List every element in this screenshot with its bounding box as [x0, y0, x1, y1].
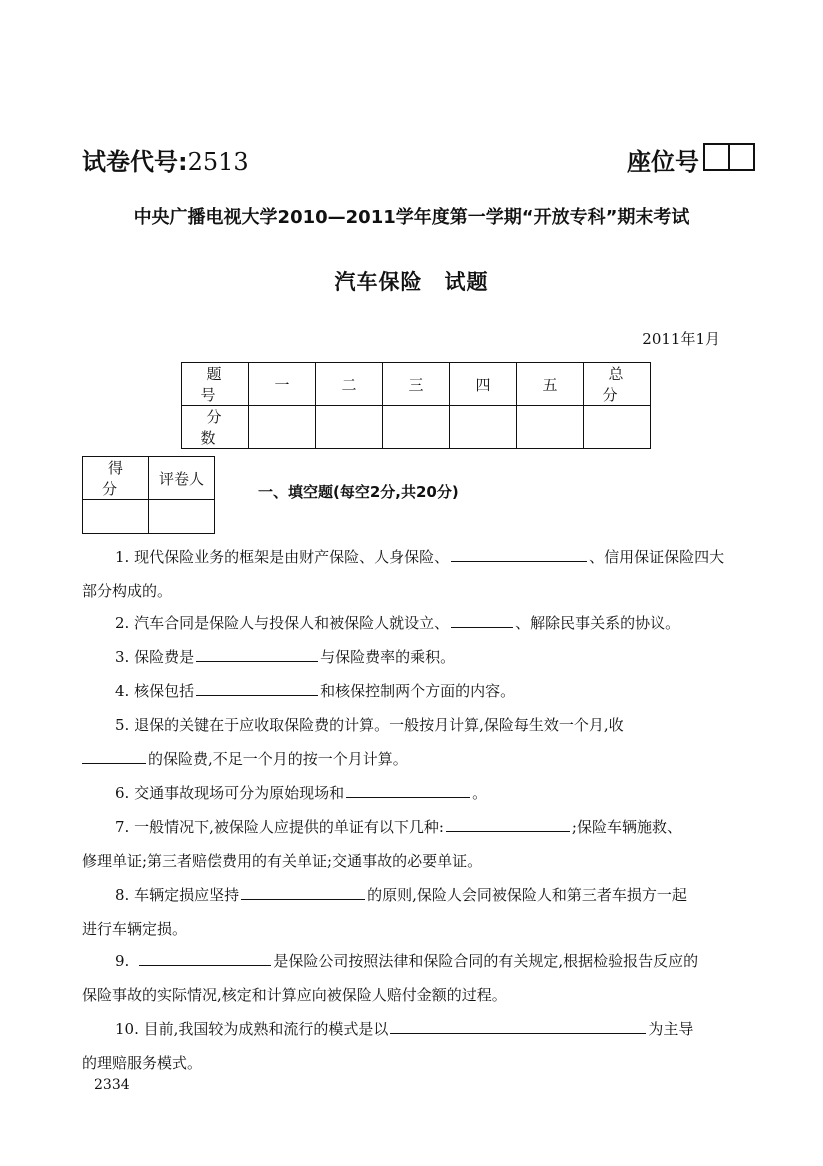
score-cell[interactable]	[249, 406, 316, 449]
question-text: 是保险公司按照法律和保险合同的有关规定,根据检验报告反应的	[273, 952, 699, 970]
question-8	[82, 878, 754, 946]
question-text: 2. 汽车合同是保险人与投保人和被保险人就设立、	[115, 614, 450, 632]
score-cell[interactable]	[316, 406, 383, 449]
paper-code-label: 试卷代号:	[82, 148, 188, 176]
question-text: 9.	[115, 952, 130, 970]
paper-code-value: 2513	[187, 148, 249, 176]
question-1	[82, 540, 754, 608]
score-table-header-row	[182, 363, 651, 406]
section-title: 一、填空题(每空2分,共20分)	[258, 483, 459, 501]
seat-number-label: 座位号	[627, 148, 699, 176]
score-table	[181, 362, 651, 449]
column-header: 一	[249, 363, 316, 406]
question-text: 修理单证;第三者赔偿费用的有关单证;交通事故的必要单证。	[82, 852, 483, 870]
grader-table	[82, 456, 215, 534]
answer-blank[interactable]	[390, 1015, 646, 1034]
question-text: ;保险车辆施救、	[571, 818, 682, 836]
question-number-label: 题号	[182, 363, 249, 406]
question-text: 部分构成的。	[82, 582, 173, 600]
question-text: 和核保控制两个方面的内容。	[320, 682, 516, 700]
question-text: 为主导	[648, 1020, 694, 1038]
answer-blank[interactable]	[196, 643, 318, 662]
column-header: 五	[517, 363, 584, 406]
question-4	[82, 674, 754, 708]
answer-blank[interactable]	[446, 813, 570, 832]
score-table-score-row	[182, 406, 651, 449]
column-header-total: 总分	[584, 363, 651, 406]
answer-blank[interactable]	[139, 947, 271, 966]
question-text: 6. 交通事故现场可分为原始现场和	[115, 784, 345, 802]
grader-name-label: 评卷人	[149, 457, 215, 500]
question-6	[82, 776, 754, 810]
question-text: 7. 一般情况下,被保险人应提供的单证有以下几种:	[115, 818, 444, 836]
seat-number-cell[interactable]	[705, 145, 730, 169]
question-text: 的原则,保险人会同被保险人和第三者车损方一起	[367, 886, 687, 904]
answer-blank[interactable]	[82, 745, 146, 764]
seat-number-box[interactable]	[703, 143, 755, 171]
exam-date: 2011年1月	[642, 330, 720, 348]
answer-blank[interactable]	[451, 543, 587, 562]
question-3	[82, 640, 754, 674]
question-7	[82, 810, 754, 878]
column-header: 三	[383, 363, 450, 406]
answer-blank[interactable]	[346, 779, 470, 798]
question-text: 的理赔服务模式。	[82, 1054, 203, 1072]
question-text: 、解除民事关系的协议。	[515, 614, 681, 632]
question-text: 3. 保险费是	[115, 648, 195, 666]
paper-code	[82, 142, 249, 177]
question-text: 1. 现代保险业务的框架是由财产保险、人身保险、	[115, 548, 450, 566]
question-text: 10. 目前,我国较为成熟和流行的模式是以	[115, 1020, 389, 1038]
score-cell-total[interactable]	[584, 406, 651, 449]
score-cell[interactable]	[383, 406, 450, 449]
exam-heading: 中央广播电视大学2010—2011学年度第一学期“开放专科”期末考试	[133, 207, 690, 228]
grader-score-label: 得分	[83, 457, 149, 500]
column-header: 四	[450, 363, 517, 406]
question-text: 进行车辆定损。	[82, 920, 188, 938]
answer-blank[interactable]	[451, 609, 513, 628]
column-header: 二	[316, 363, 383, 406]
question-text: 。	[472, 784, 488, 802]
question-text: 4. 核保包括	[115, 682, 195, 700]
answer-blank[interactable]	[196, 677, 318, 696]
subject-title: 汽车保险 试题	[334, 270, 489, 294]
page-number: 2334	[94, 1077, 130, 1093]
question-text: 5. 退保的关键在于应收取保险费的计算。一般按月计算,保险每生效一个月,收	[115, 716, 624, 734]
question-text: 保险事故的实际情况,核定和计算应向被保险人赔付金额的过程。	[82, 986, 507, 1004]
question-text: 与保险费率的乘积。	[320, 648, 456, 666]
seat-number-cell[interactable]	[730, 145, 753, 169]
score-cell[interactable]	[450, 406, 517, 449]
question-5	[82, 708, 754, 776]
grader-score-cell[interactable]	[83, 500, 149, 534]
question-2	[82, 606, 754, 640]
question-10	[82, 1012, 754, 1080]
question-text: 的保险费,不足一个月的按一个月计算。	[148, 750, 408, 768]
question-9	[82, 944, 754, 1012]
question-text: 、信用保证保险四大	[589, 548, 725, 566]
answer-blank[interactable]	[241, 881, 365, 900]
grader-name-cell[interactable]	[149, 500, 215, 534]
score-label: 分数	[182, 406, 249, 449]
question-text: 8. 车辆定损应坚持	[115, 886, 240, 904]
score-cell[interactable]	[517, 406, 584, 449]
